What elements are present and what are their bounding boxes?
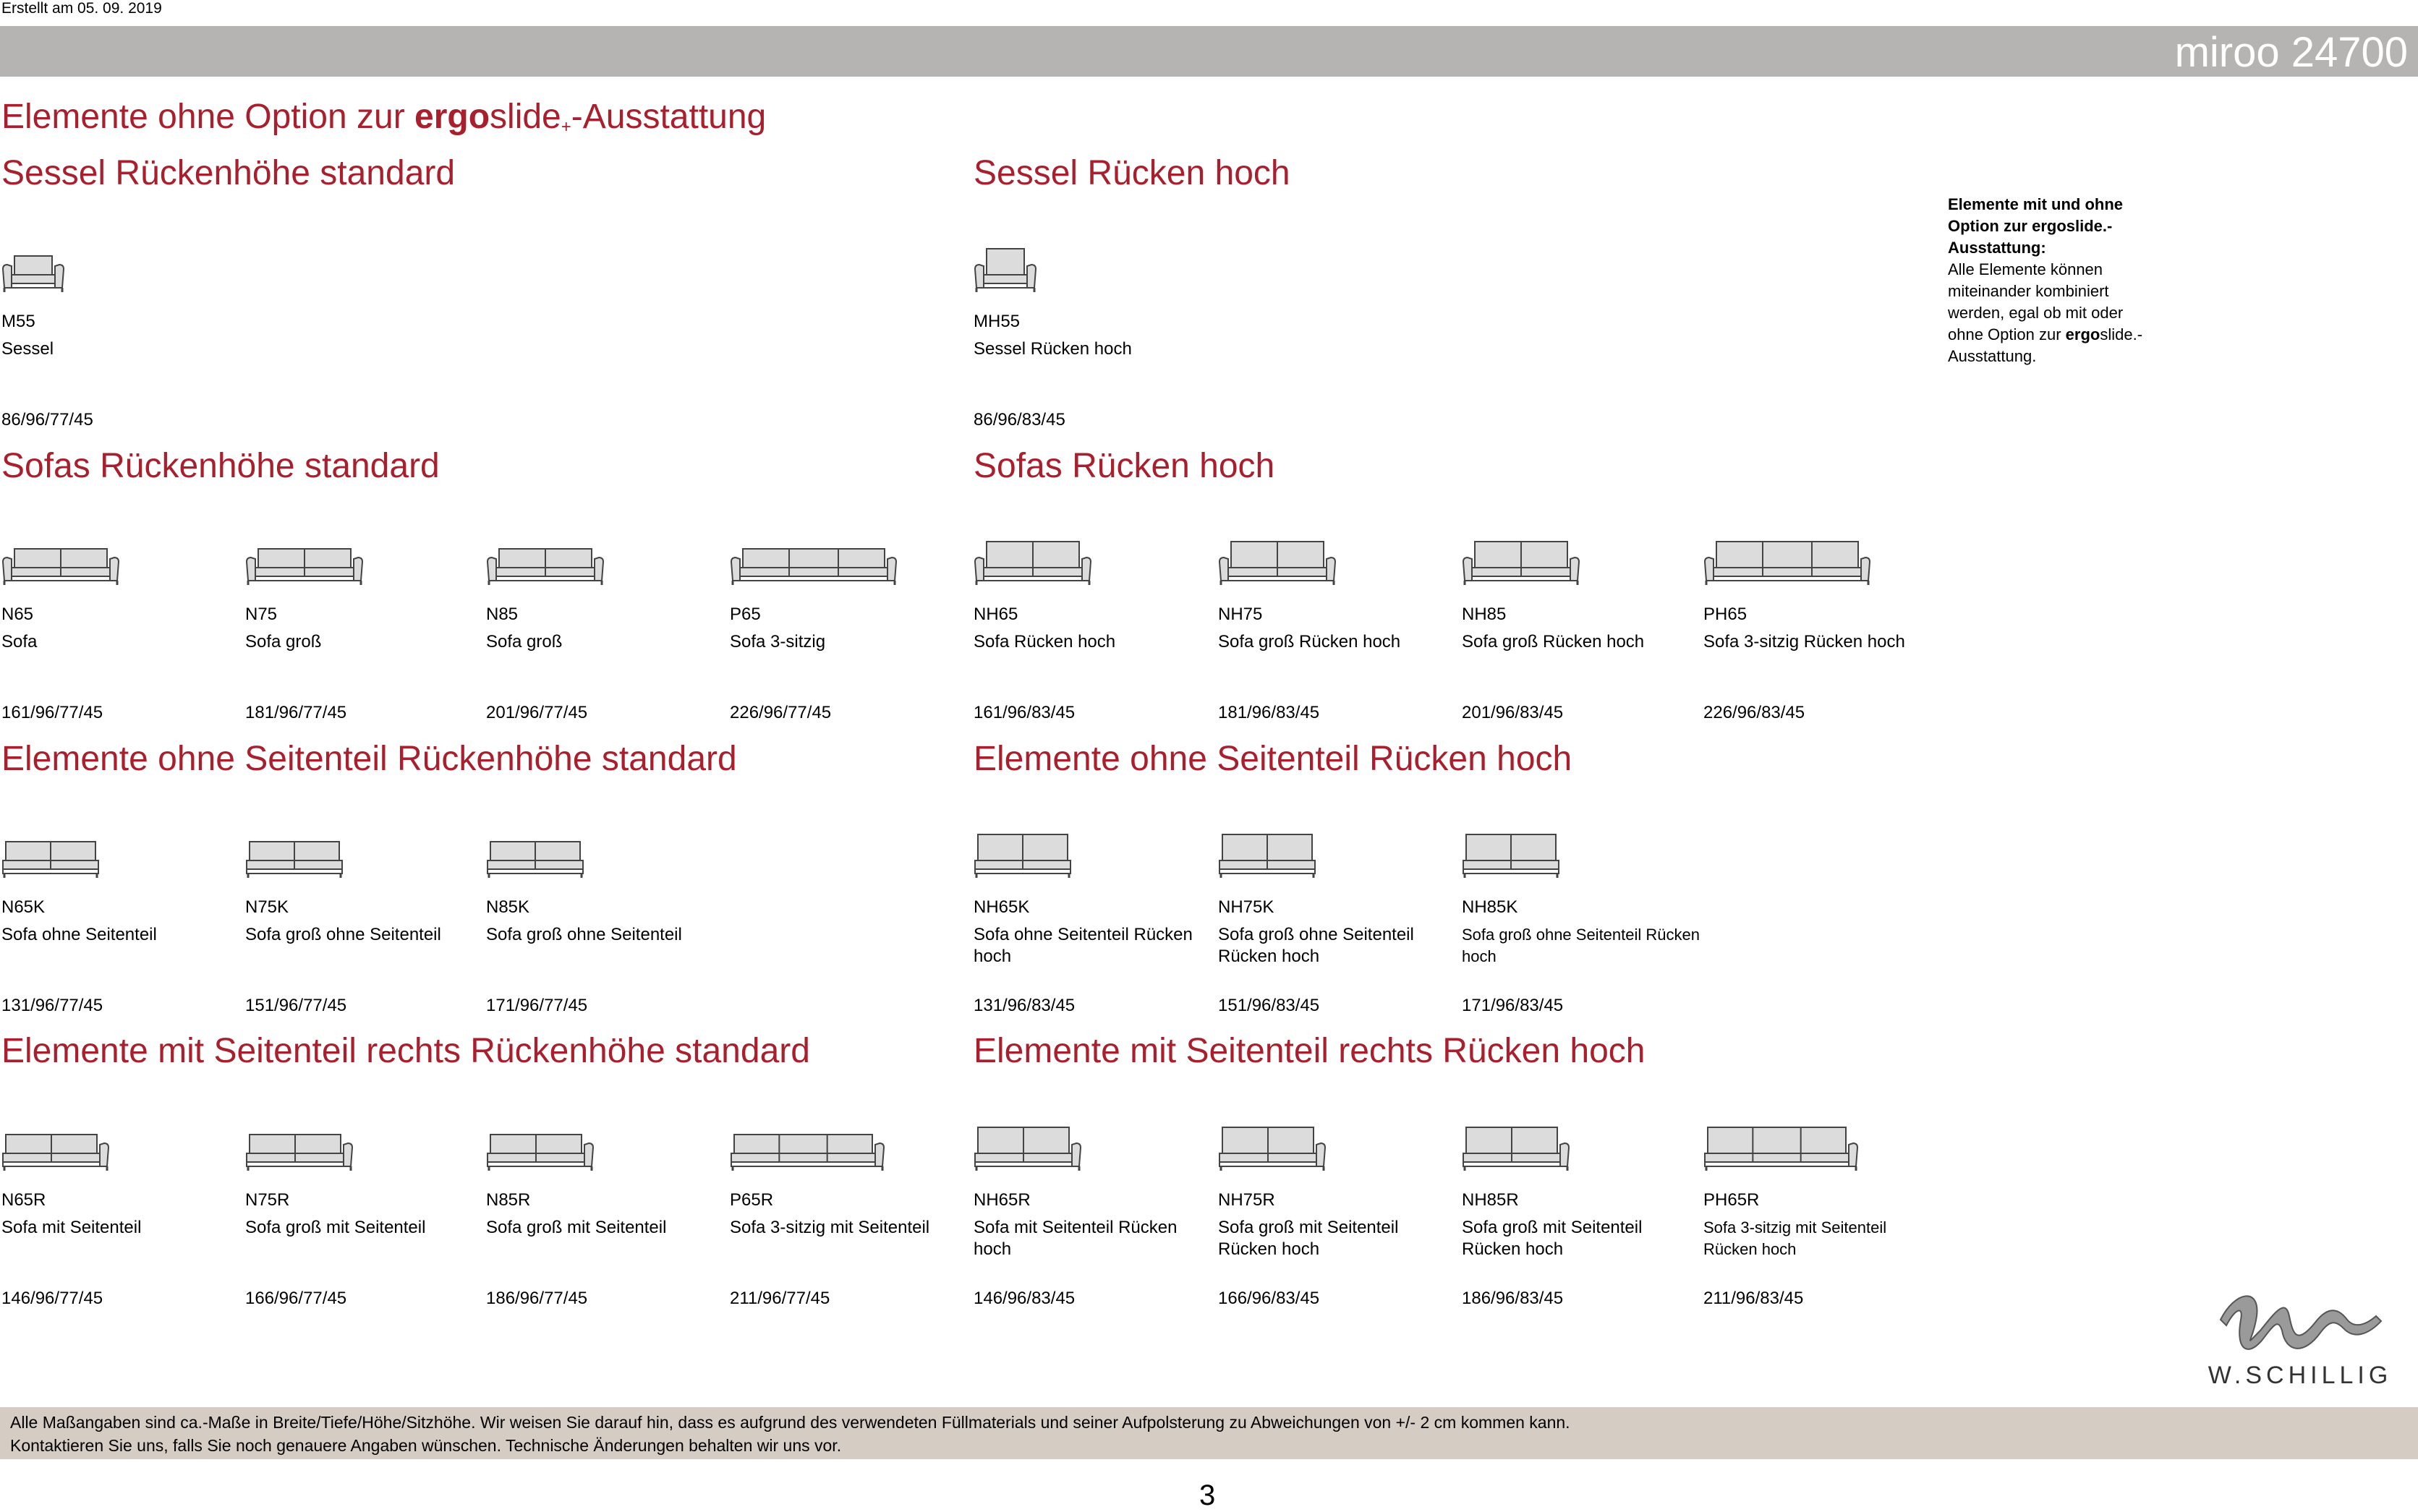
page-title <box>1 97 766 137</box>
brand-title: miroo 24700 <box>2174 29 2408 76</box>
element-dimensions: 201/96/83/45 <box>1462 703 1564 722</box>
element-code: NH75R <box>1218 1190 1275 1210</box>
element-dimensions: 166/96/83/45 <box>1218 1289 1320 1308</box>
section-title: Elemente mit Seitenteil rechts Rückenhöhe standard <box>1 1032 810 1070</box>
section-title: Sessel Rückenhöhe standard <box>1 154 456 192</box>
element-dimensions: 131/96/77/45 <box>1 996 103 1015</box>
page-number: 3 <box>1199 1479 1216 1511</box>
element-name: Sessel Rücken hoch <box>974 339 1132 359</box>
element-name: Sofa ohne Seitenteil <box>1 925 157 944</box>
logo-text: W.SCHILLIG <box>2208 1362 2393 1389</box>
element-dimensions: 181/96/83/45 <box>1218 703 1320 722</box>
element-name: Sofa groß <box>486 632 563 652</box>
element-code: N75 <box>245 605 278 624</box>
element-code: N65 <box>1 605 34 624</box>
section-title: Elemente ohne Seitenteil Rücken hoch <box>974 740 1572 778</box>
wschillig-logo-icon <box>2192 1276 2409 1392</box>
section-title: Sofas Rückenhöhe standard <box>1 447 440 485</box>
side-note-text: Alle Elemente können miteinander kombiniert werden, egal ob mit oder ohne Option zur <box>1948 260 2124 343</box>
title-part: Elemente ohne Option zur <box>1 98 415 136</box>
element-dimensions: 166/96/77/45 <box>245 1289 347 1308</box>
element-code: M55 <box>1 312 35 331</box>
element-dimensions: 211/96/83/45 <box>1703 1289 1804 1308</box>
element-dimensions: 86/96/83/45 <box>974 410 1065 430</box>
element-dimensions: 151/96/77/45 <box>245 996 347 1015</box>
title-part: -Ausstattung <box>571 98 767 136</box>
element-name: Sofa 3-sitzig mit Seitenteil <box>730 1218 930 1237</box>
title-sub: + <box>561 117 571 137</box>
footer-disclaimer <box>0 1407 2418 1459</box>
element-code: N75R <box>245 1190 290 1210</box>
element-code: NH75K <box>1218 897 1274 917</box>
element-code: N65R <box>1 1190 46 1210</box>
section-title: Sessel Rücken hoch <box>974 154 1290 192</box>
element-dimensions: 146/96/83/45 <box>974 1289 1076 1308</box>
element-code: NH85R <box>1462 1190 1519 1210</box>
element-name: Sofa <box>1 632 38 652</box>
element-name: Sofa groß ohne Seitenteil Rücken hoch <box>1462 926 1700 965</box>
element-code: NH65K <box>974 897 1030 917</box>
element-dimensions: 131/96/83/45 <box>974 996 1076 1015</box>
side-note <box>1948 194 2158 367</box>
element-code: NH65R <box>974 1190 1031 1210</box>
element-dimensions: 226/96/83/45 <box>1703 703 1805 722</box>
section-title: Elemente ohne Seitenteil Rückenhöhe standard <box>1 740 737 778</box>
created-date: Erstellt am 05. 09. 2019 <box>1 0 162 17</box>
element-name: Sofa 3-sitzig mit Seitenteil Rücken hoch <box>1703 1218 1887 1258</box>
side-note-text: slide.-Ausstattung. <box>1948 325 2143 365</box>
element-name: Sofa mit Seitenteil Rücken hoch <box>974 1218 1178 1259</box>
element-dimensions: 161/96/83/45 <box>974 703 1076 722</box>
side-note-heading: Elemente mit und ohne Option zur ergoslide.-Ausstattung: <box>1948 195 2124 257</box>
element-code: P65 <box>730 605 761 624</box>
element-name: Sofa ohne Seitenteil Rücken hoch <box>974 925 1193 966</box>
element-dimensions: 171/96/83/45 <box>1462 996 1564 1015</box>
element-dimensions: 186/96/83/45 <box>1462 1289 1564 1308</box>
element-name: Sofa groß ohne Seitenteil <box>245 925 441 944</box>
footer-line: Kontaktieren Sie uns, falls Sie noch genauere Angaben wünschen. Technische Änderungen behalten wir uns vor. <box>10 1436 842 1455</box>
element-code: NH65 <box>974 605 1018 624</box>
element-code: NH85K <box>1462 897 1518 917</box>
element-name: Sofa groß mit Seitenteil <box>245 1218 426 1237</box>
element-code: N75K <box>245 897 289 917</box>
element-name: Sofa groß mit Seitenteil <box>486 1218 667 1237</box>
element-name: Sofa groß Rücken hoch <box>1218 632 1401 652</box>
element-code: N65K <box>1 897 46 917</box>
element-dimensions: 151/96/83/45 <box>1218 996 1320 1015</box>
section-title: Sofas Rücken hoch <box>974 447 1275 485</box>
side-note-bold: ergo <box>2065 325 2100 343</box>
title-part: slide <box>490 98 561 136</box>
element-code: N85 <box>486 605 519 624</box>
element-dimensions: 86/96/77/45 <box>1 410 93 430</box>
element-name: Sofa groß ohne Seitenteil Rücken hoch <box>1218 925 1414 966</box>
element-dimensions: 211/96/77/45 <box>730 1289 830 1308</box>
element-code: P65R <box>730 1190 774 1210</box>
footer-line: Alle Maßangaben sind ca.-Maße in Breite/Tiefe/Höhe/Sitzhöhe. Wir weisen Sie darauf hin, dass es aufgrund des verwendeten Füllmaterials und seiner Aufpolsterung zu Abweichungen von +/- 2 cm kommen kann. <box>10 1413 1570 1432</box>
element-code: PH65 <box>1703 605 1747 624</box>
element-dimensions: 161/96/77/45 <box>1 703 103 722</box>
element-dimensions: 181/96/77/45 <box>245 703 347 722</box>
element-name: Sofa groß <box>245 632 322 652</box>
section-title: Elemente mit Seitenteil rechts Rücken hoch <box>974 1032 1646 1070</box>
element-name: Sofa Rücken hoch <box>974 632 1116 652</box>
element-code: MH55 <box>974 312 1021 331</box>
element-dimensions: 171/96/77/45 <box>486 996 588 1015</box>
element-code: N85K <box>486 897 530 917</box>
element-code: N85R <box>486 1190 531 1210</box>
element-name: Sofa groß mit Seitenteil Rücken hoch <box>1218 1218 1399 1259</box>
element-name: Sofa groß ohne Seitenteil <box>486 925 682 944</box>
element-name: Sofa groß mit Seitenteil Rücken hoch <box>1462 1218 1643 1259</box>
element-dimensions: 201/96/77/45 <box>486 703 588 722</box>
title-bold: ergo <box>414 98 490 136</box>
element-name: Sessel <box>1 339 54 359</box>
element-name: Sofa groß Rücken hoch <box>1462 632 1645 652</box>
element-code: NH85 <box>1462 605 1507 624</box>
element-code: NH75 <box>1218 605 1263 624</box>
element-name: Sofa 3-sitzig Rücken hoch <box>1703 632 1905 652</box>
element-code: PH65R <box>1703 1190 1760 1210</box>
header-bar <box>0 26 2418 77</box>
element-dimensions: 226/96/77/45 <box>730 703 832 722</box>
element-name: Sofa mit Seitenteil <box>1 1218 142 1237</box>
element-name: Sofa 3-sitzig <box>730 632 826 652</box>
element-dimensions: 146/96/77/45 <box>1 1289 103 1308</box>
element-dimensions: 186/96/77/45 <box>486 1289 588 1308</box>
